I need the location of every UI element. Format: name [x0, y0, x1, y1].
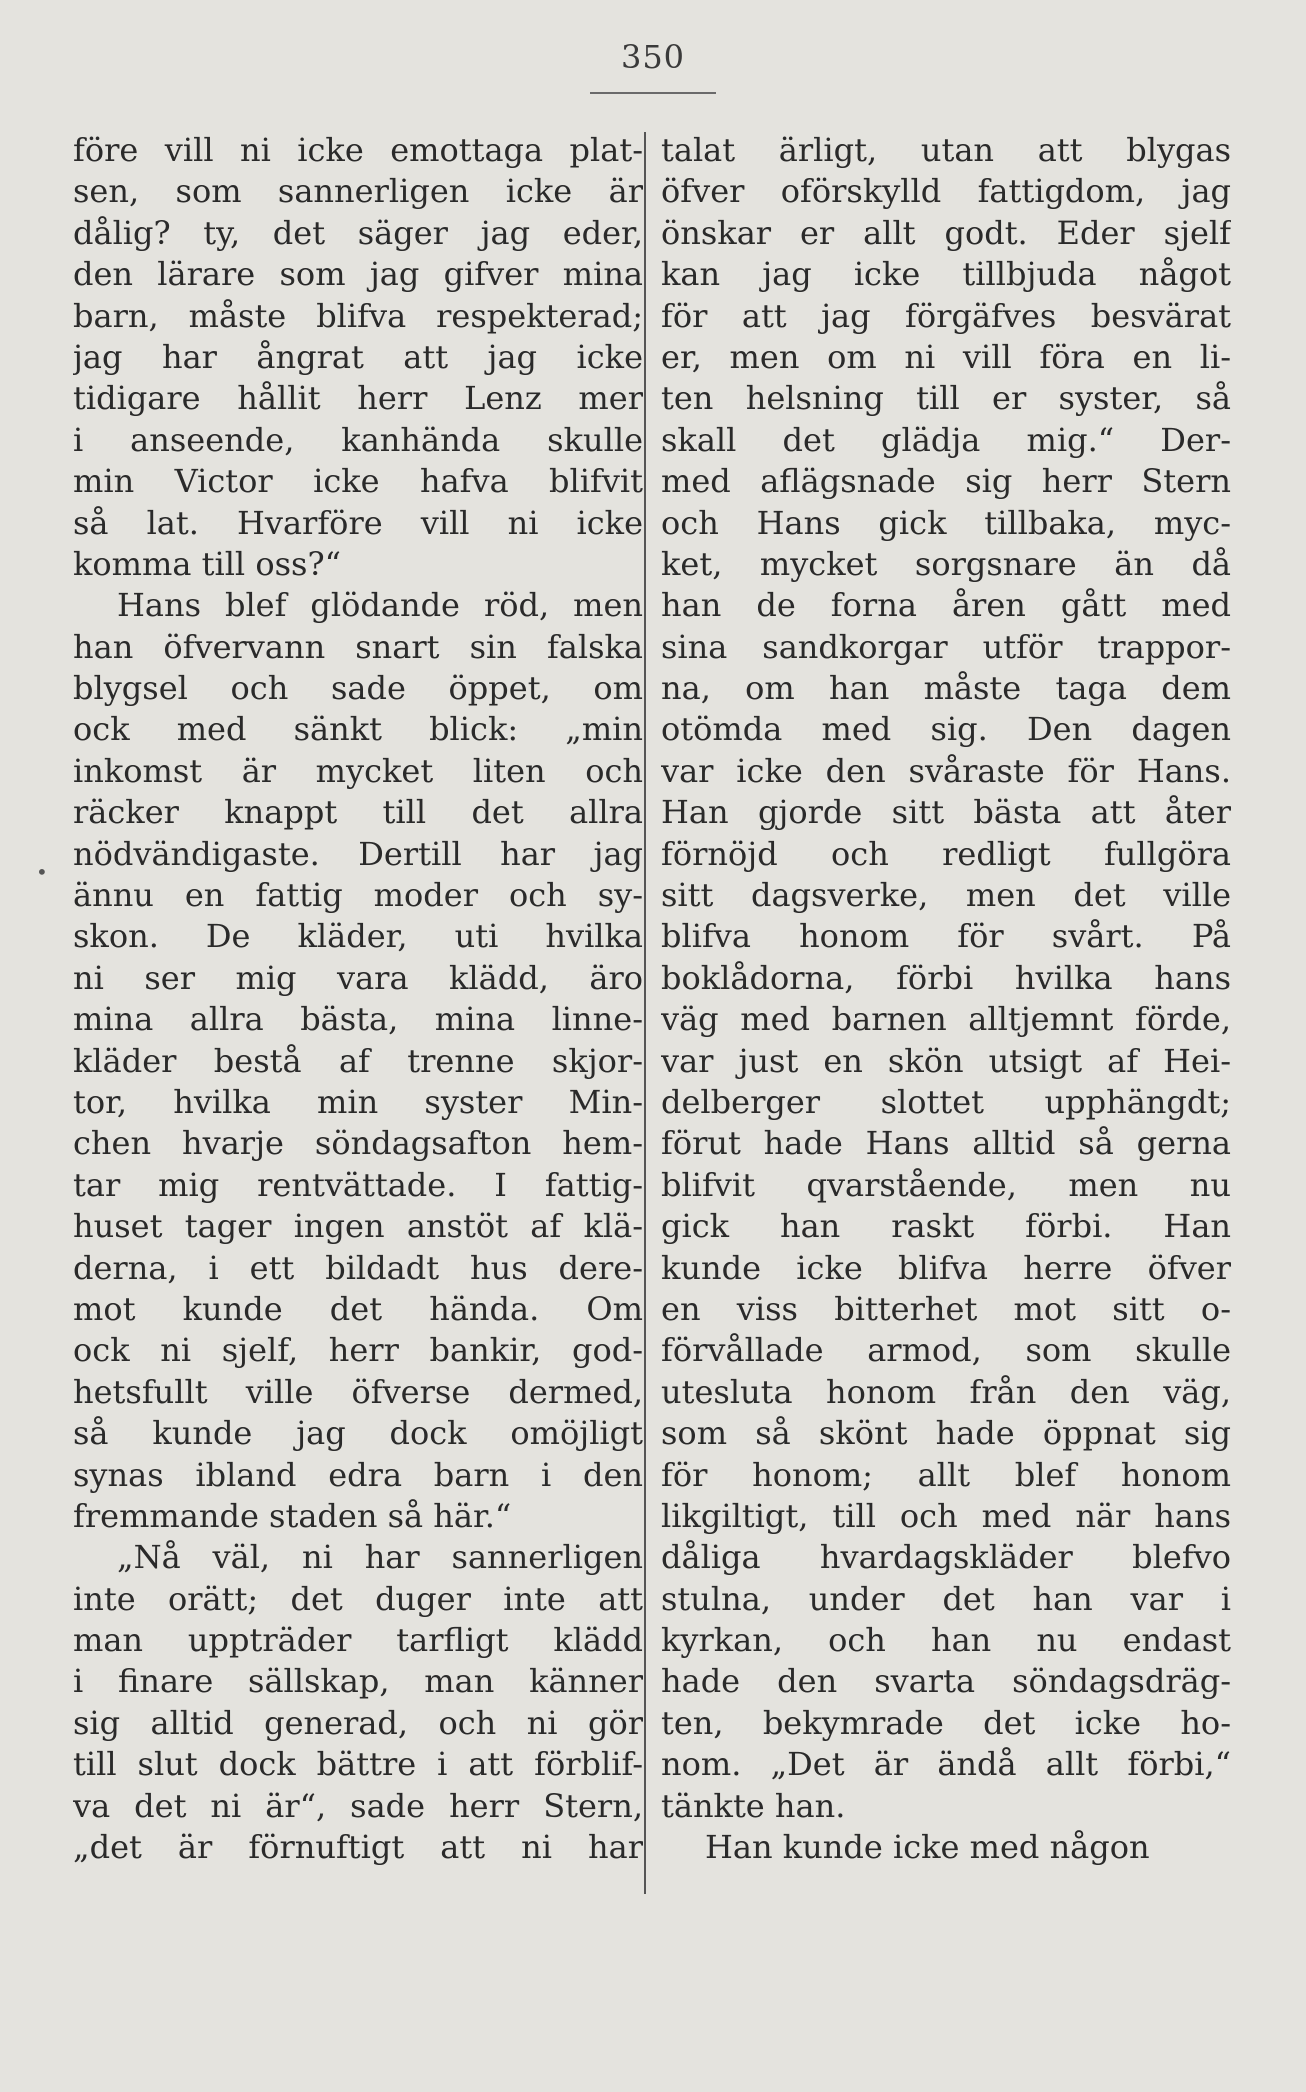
- text-line: blifvit qvarstående, men nu: [661, 1165, 1231, 1204]
- text-line: utesluta honom från den väg,: [661, 1372, 1231, 1411]
- text-line: sig alltid generad, och ni gör: [73, 1703, 643, 1742]
- text-line: förvållade armod, som skulle: [661, 1331, 1231, 1370]
- text-line: ock ni sjelf, herr bankir, god-: [73, 1331, 643, 1370]
- text-line: han de forna åren gått med: [661, 586, 1231, 625]
- text-line: Hans blef glödande röd, men: [117, 586, 643, 625]
- column-divider: [644, 132, 646, 1894]
- text-line: blifva honom för svårt. På: [661, 917, 1231, 956]
- text-line: så lat. Hvarföre vill ni icke: [73, 503, 643, 542]
- text-line: nom. „Det är ändå allt förbi,“: [661, 1745, 1231, 1784]
- text-line: jag har ångrat att jag icke: [73, 337, 643, 376]
- text-line: i finare sällskap, man känner: [73, 1662, 643, 1701]
- text-line: var just en skön utsigt af Hei-: [661, 1041, 1231, 1080]
- right-text-column: [661, 130, 1231, 1868]
- text-line: delberger slottet upphängdt;: [661, 1082, 1231, 1121]
- text-line: ni ser mig vara klädd, äro: [73, 958, 643, 997]
- text-line: barn, måste blifva respekterad;: [73, 296, 643, 335]
- text-line: och Hans gick tillbaka, myc-: [661, 503, 1231, 542]
- text-line: väg med barnen alltjemnt förde,: [661, 1000, 1231, 1039]
- text-line: var icke den svåraste för Hans.: [661, 751, 1231, 790]
- text-line: i anseende, kanhända skulle: [73, 420, 643, 459]
- text-line: Han gjorde sitt bästa att åter: [661, 793, 1231, 832]
- text-line: min Victor icke hafva blifvit: [73, 462, 643, 501]
- text-line: ket, mycket sorgsnare än då: [661, 544, 1231, 583]
- text-line: na, om han måste taga dem: [661, 669, 1231, 708]
- text-line: kunde icke blifva herre öfver: [661, 1248, 1231, 1287]
- text-line: en viss bitterhet mot sitt o-: [661, 1289, 1231, 1328]
- text-line: fremmande staden så här.“: [73, 1496, 512, 1535]
- text-line: gick han raskt förbi. Han: [661, 1207, 1231, 1246]
- text-line: derna, i ett bildadt hus dere-: [73, 1248, 643, 1287]
- text-line: likgiltigt, till och med när hans: [661, 1496, 1231, 1535]
- text-line: nödvändigaste. Dertill har jag: [73, 834, 643, 873]
- text-line: för honom; allt blef honom: [661, 1455, 1231, 1494]
- text-line: ock med sänkt blick: „min: [73, 710, 643, 749]
- text-line: otömda med sig. Den dagen: [661, 710, 1231, 749]
- text-line: „det är förnuftigt att ni har: [73, 1828, 643, 1867]
- text-line: sen, som sannerligen icke är: [73, 172, 643, 211]
- text-line: „Nå väl, ni har sannerligen: [117, 1538, 643, 1577]
- text-line: stulna, under det han var i: [661, 1579, 1231, 1618]
- text-line: boklådorna, förbi hvilka hans: [661, 958, 1231, 997]
- text-line: kläder bestå af trenne skjor-: [73, 1041, 643, 1080]
- text-line: er, men om ni vill föra en li-: [661, 337, 1231, 376]
- text-line: kyrkan, och han nu endast: [661, 1621, 1231, 1660]
- text-line: man uppträder tarfligt klädd: [73, 1621, 643, 1660]
- text-line: komma till oss?“: [73, 544, 341, 583]
- text-line: skall det glädja mig.“ Der-: [661, 420, 1231, 459]
- text-line: va det ni är“, sade herr Stern,: [73, 1786, 643, 1825]
- text-line: mina allra bästa, mina linne-: [73, 1000, 643, 1039]
- text-line: förnöjd och redligt fullgöra: [661, 834, 1231, 873]
- text-line: huset tager ingen anstöt af klä-: [73, 1207, 643, 1246]
- text-line: dålig? ty, det säger jag eder,: [73, 213, 643, 252]
- text-line: tänkte han.: [661, 1786, 846, 1825]
- text-line: tor, hvilka min syster Min-: [73, 1082, 643, 1121]
- text-line: han öfvervann snart sin falska: [73, 627, 643, 666]
- text-line: till slut dock bättre i att förblif-: [73, 1745, 643, 1784]
- text-line: tidigare hållit herr Lenz mer: [73, 379, 643, 418]
- text-line: öfver oförskylld fattigdom, jag: [661, 172, 1231, 211]
- text-line: dåliga hvardagskläder blefvo: [661, 1538, 1231, 1577]
- text-line: ännu en fattig moder och sy-: [73, 876, 643, 915]
- text-line: blygsel och sade öppet, om: [73, 669, 643, 708]
- text-line: mot kunde det hända. Om: [73, 1289, 643, 1328]
- text-line: hetsfullt ville öfverse dermed,: [73, 1372, 643, 1411]
- text-line: före vill ni icke emottaga plat-: [73, 131, 643, 169]
- text-line: sitt dagsverke, men det ville: [661, 876, 1231, 915]
- text-line: inkomst är mycket liten och: [73, 751, 643, 790]
- text-line: skon. De kläder, uti hvilka: [73, 917, 643, 956]
- text-line: kan jag icke tillbjuda något: [661, 255, 1231, 294]
- text-line: synas ibland edra barn i den: [73, 1455, 643, 1494]
- text-line: den lärare som jag gifver mina: [73, 255, 643, 294]
- text-line: Han kunde icke med någon: [705, 1828, 1150, 1867]
- text-line: chen hvarje söndagsafton hem-: [73, 1124, 643, 1163]
- page-number: 350: [620, 38, 686, 76]
- text-line: tar mig rentvättade. I fattig-: [73, 1165, 643, 1204]
- text-line: med aflägsnade sig herr Stern: [661, 462, 1231, 501]
- text-line: ten, bekymrade det icke ho-: [661, 1703, 1231, 1742]
- text-line: inte orätt; det duger inte att: [73, 1579, 643, 1618]
- text-line: sina sandkorgar utför trappor-: [661, 627, 1231, 666]
- text-line: önskar er allt godt. Eder sjelf: [661, 213, 1231, 252]
- margin-mark: •: [36, 860, 48, 884]
- header-rule: [590, 92, 716, 94]
- text-line: förut hade Hans alltid så gerna: [661, 1124, 1231, 1163]
- text-line: som så skönt hade öppnat sig: [661, 1414, 1231, 1453]
- text-line: så kunde jag dock omöjligt: [73, 1414, 643, 1453]
- text-line: ten helsning till er syster, så: [661, 379, 1231, 418]
- left-text-column: [73, 130, 643, 1868]
- text-line: talat ärligt, utan att blygas: [661, 131, 1231, 169]
- text-line: räcker knappt till det allra: [73, 793, 643, 832]
- text-line: för att jag förgäfves besvärat: [661, 296, 1231, 335]
- text-line: hade den svarta söndagsdräg-: [661, 1662, 1231, 1701]
